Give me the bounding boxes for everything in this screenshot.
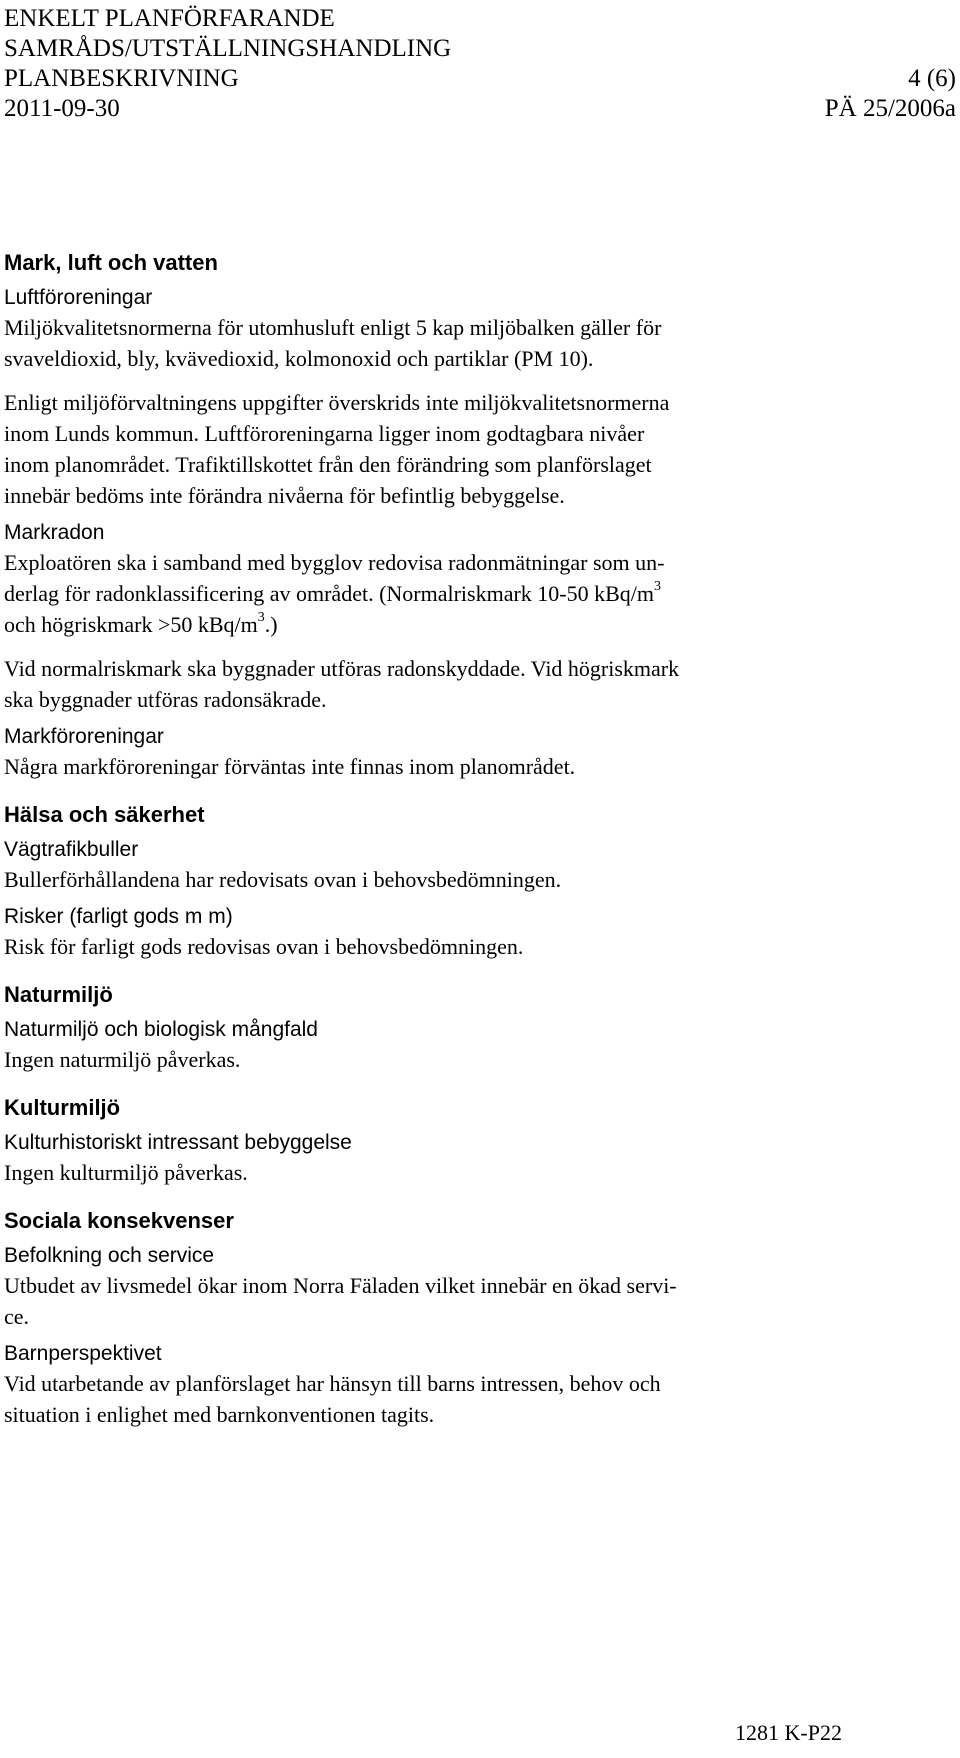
text-line: svaveldioxid, bly, kvävedioxid, kolmonoxid och partiklar (PM 10). [4,346,594,371]
section-heading-halsa: Hälsa och säkerhet [4,802,205,827]
document-stage: SAMRÅDS/UTSTÄLLNINGSHANDLING [4,35,452,62]
text-line: inom planområdet. Trafiktillskottet från den förändring som planförslaget [4,452,652,477]
page-footer-code: 1281 K-P22 [735,1720,842,1745]
paragraph-kulturmiljo: Ingen kulturmiljö påverkas. [4,1160,248,1185]
subheading-befolkning: Befolkning och service [4,1244,215,1267]
subheading-markradon: Markradon [4,521,105,544]
header-line-4 [4,94,956,124]
section-heading-kultur: Kulturmiljö [4,1095,121,1120]
document-reference: PÄ 25/2006a [824,95,956,122]
paragraph-luft-1 [4,312,854,374]
section-heading-natur: Naturmiljö [4,982,113,1007]
subheading-vagtrafikbuller: Vägtrafikbuller [4,838,139,861]
paragraph-luft-2 [4,387,854,511]
text-line: och högriskmark >50 kBq/m [4,612,258,637]
header-line-1 [4,4,956,34]
text-line: Utbudet av livsmedel ökar inom Norra Fäladen vilket innebär en ökad servi- [4,1273,677,1298]
paragraph-radon-2 [4,653,854,715]
text-line: Vid utarbetande av planförslaget har hänsyn till barns intressen, behov och [4,1371,661,1396]
header-line-3 [4,64,956,94]
subheading-barnperspektivet: Barnperspektivet [4,1342,162,1365]
page-number: 4 (6) [908,65,956,92]
subheading-risker: Risker (farligt gods m m) [4,905,233,928]
paragraph-befolkning [4,1270,854,1332]
subheading-markfororeningar: Markföroreningar [4,725,164,748]
subheading-naturmiljo: Naturmiljö och biologisk mångfald [4,1018,318,1041]
section-heading-sociala: Sociala konsekvenser [4,1208,234,1233]
superscript: 3 [257,609,265,625]
text-line: Miljökvalitetsnormerna för utomhusluft enligt 5 kap miljöbalken gäller för [4,315,662,340]
document-body [4,248,854,1430]
subheading-luftfororeningar: Luftföroreningar [4,286,153,309]
text-line: derlag för radonklassificering av området. (Normalriskmark 10-50 kBq/m [4,581,655,606]
header-line-2 [4,34,956,64]
superscript: 3 [654,578,662,594]
document-type: PLANBESKRIVNING [4,65,239,92]
text-line: innebär bedöms inte förändra nivåerna för befintlig bebyggelse. [4,483,565,508]
text-line: ce. [4,1304,30,1329]
paragraph-markfororeningar: Några markföroreningar förväntas inte finnas inom planområdet. [4,754,576,779]
page-header [4,4,956,124]
paragraph-risker: Risk för farligt gods redovisas ovan i behovsbedömningen. [4,934,524,959]
paragraph-vagtrafikbuller: Bullerförhållandena har redovisats ovan i behovsbedömningen. [4,867,562,892]
procedure-type: ENKELT PLANFÖRFARANDE [4,5,335,32]
section-heading-mark: Mark, luft och vatten [4,250,218,275]
document-date: 2011-09-30 [4,95,120,122]
text-line: Enligt miljöförvaltningens uppgifter överskrids inte miljökvalitetsnormerna [4,390,670,415]
paragraph-barnperspektivet [4,1368,854,1430]
text-line: situation i enlighet med barnkonventionen tagits. [4,1402,435,1427]
subheading-kulturhistoriskt: Kulturhistoriskt intressant bebyggelse [4,1131,352,1154]
text-line: Vid normalriskmark ska byggnader utföras radonskyddade. Vid högriskmark [4,656,680,681]
text-line: Exploatören ska i samband med bygglov redovisa radonmätningar som un- [4,550,665,575]
paragraph-naturmiljo: Ingen naturmiljö påverkas. [4,1047,241,1072]
text-fragment: .) [264,612,278,637]
text-line: inom Lunds kommun. Luftföroreningarna ligger inom godtagbara nivåer [4,421,645,446]
paragraph-radon-1 [4,547,854,640]
text-line: ska byggnader utföras radonsäkrade. [4,687,327,712]
